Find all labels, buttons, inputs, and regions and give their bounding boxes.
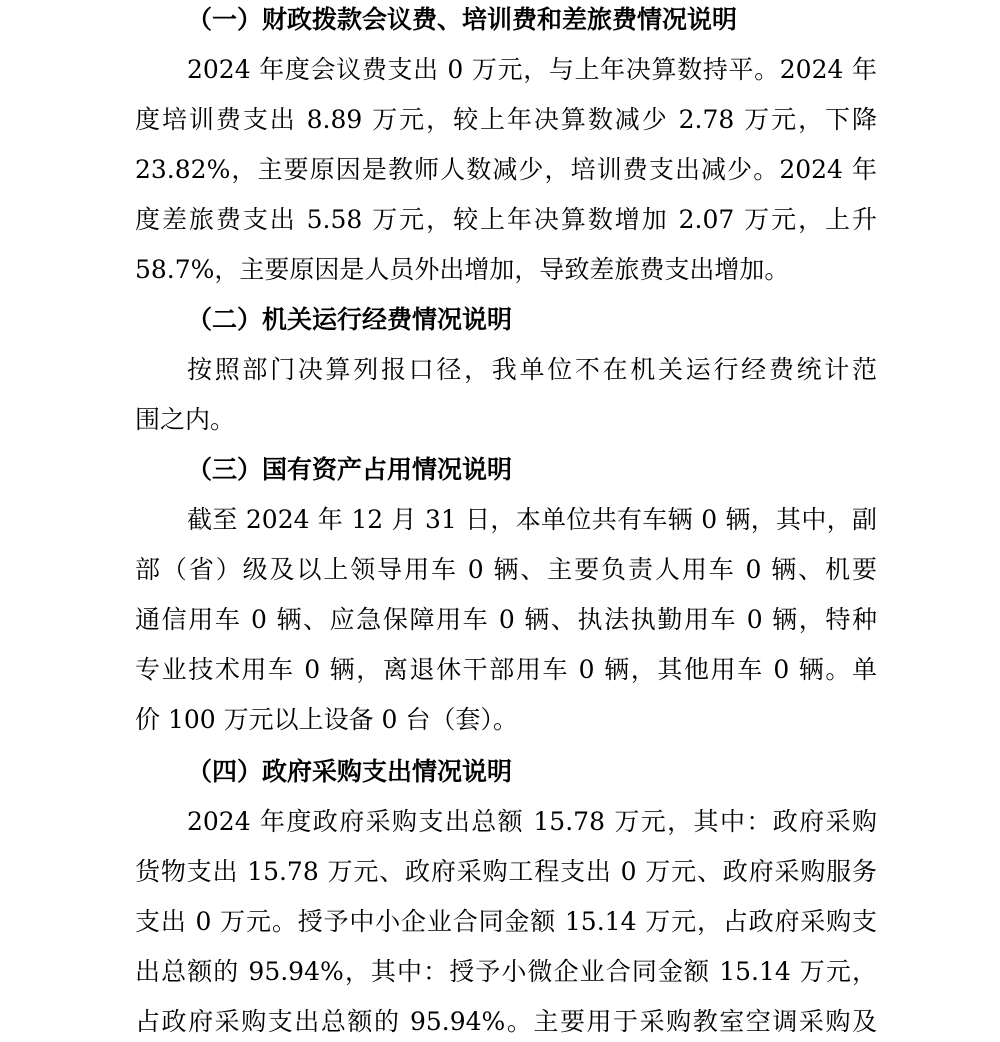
section-heading-1: （一）财政拨款会议费、培训费和差旅费情况说明: [187, 5, 738, 34]
section-heading-3: （三）国有资产占用情况说明: [187, 455, 513, 484]
paragraph-line: 按照部门决算列报口径，我单位不在机关运行经费统计范: [187, 355, 877, 384]
paragraph-line: 专业技术用车 0 辆，离退休干部用车 0 辆，其他用车 0 辆。单: [135, 655, 877, 684]
paragraph-line: 截至 2024 年 12 月 31 日，本单位共有车辆 0 辆，其中，副: [187, 505, 877, 534]
section-heading-4: （四）政府采购支出情况说明: [187, 757, 513, 786]
paragraph-line: 货物支出 15.78 万元、政府采购工程支出 0 万元、政府采购服务: [135, 857, 877, 886]
paragraph-line: 58.7%，主要原因是人员外出增加，导致差旅费支出增加。: [135, 255, 790, 284]
paragraph-line: 价 100 万元以上设备 0 台（套）。: [135, 705, 518, 734]
paragraph-line: 部（省）级及以上领导用车 0 辆、主要负责人用车 0 辆、机要: [135, 555, 877, 584]
section-heading-2: （二）机关运行经费情况说明: [187, 305, 513, 334]
paragraph-line: 支出 0 万元。授予中小企业合同金额 15.14 万元，占政府采购支: [135, 907, 877, 936]
paragraph-line: 占政府采购支出总额的 95.94%。主要用于采购教室空调采购及: [135, 1007, 877, 1036]
paragraph-line: 度培训费支出 8.89 万元，较上年决算数减少 2.78 万元，下降: [135, 105, 877, 134]
paragraph-line: 度差旅费支出 5.58 万元，较上年决算数增加 2.07 万元，上升: [135, 205, 877, 234]
paragraph-line: 23.82%，主要原因是教师人数减少，培训费支出减少。2024 年: [135, 155, 877, 184]
paragraph-line: 2024 年度会议费支出 0 万元，与上年决算数持平。2024 年: [187, 55, 877, 84]
paragraph-line: 通信用车 0 辆、应急保障用车 0 辆、执法执勤用车 0 辆，特种: [135, 605, 877, 634]
paragraph-line: 出总额的 95.94%，其中：授予小微企业合同金额 15.14 万元，: [135, 957, 877, 986]
paragraph-line: 围之内。: [135, 405, 236, 434]
paragraph-line: 2024 年度政府采购支出总额 15.78 万元，其中：政府采购: [187, 807, 877, 836]
